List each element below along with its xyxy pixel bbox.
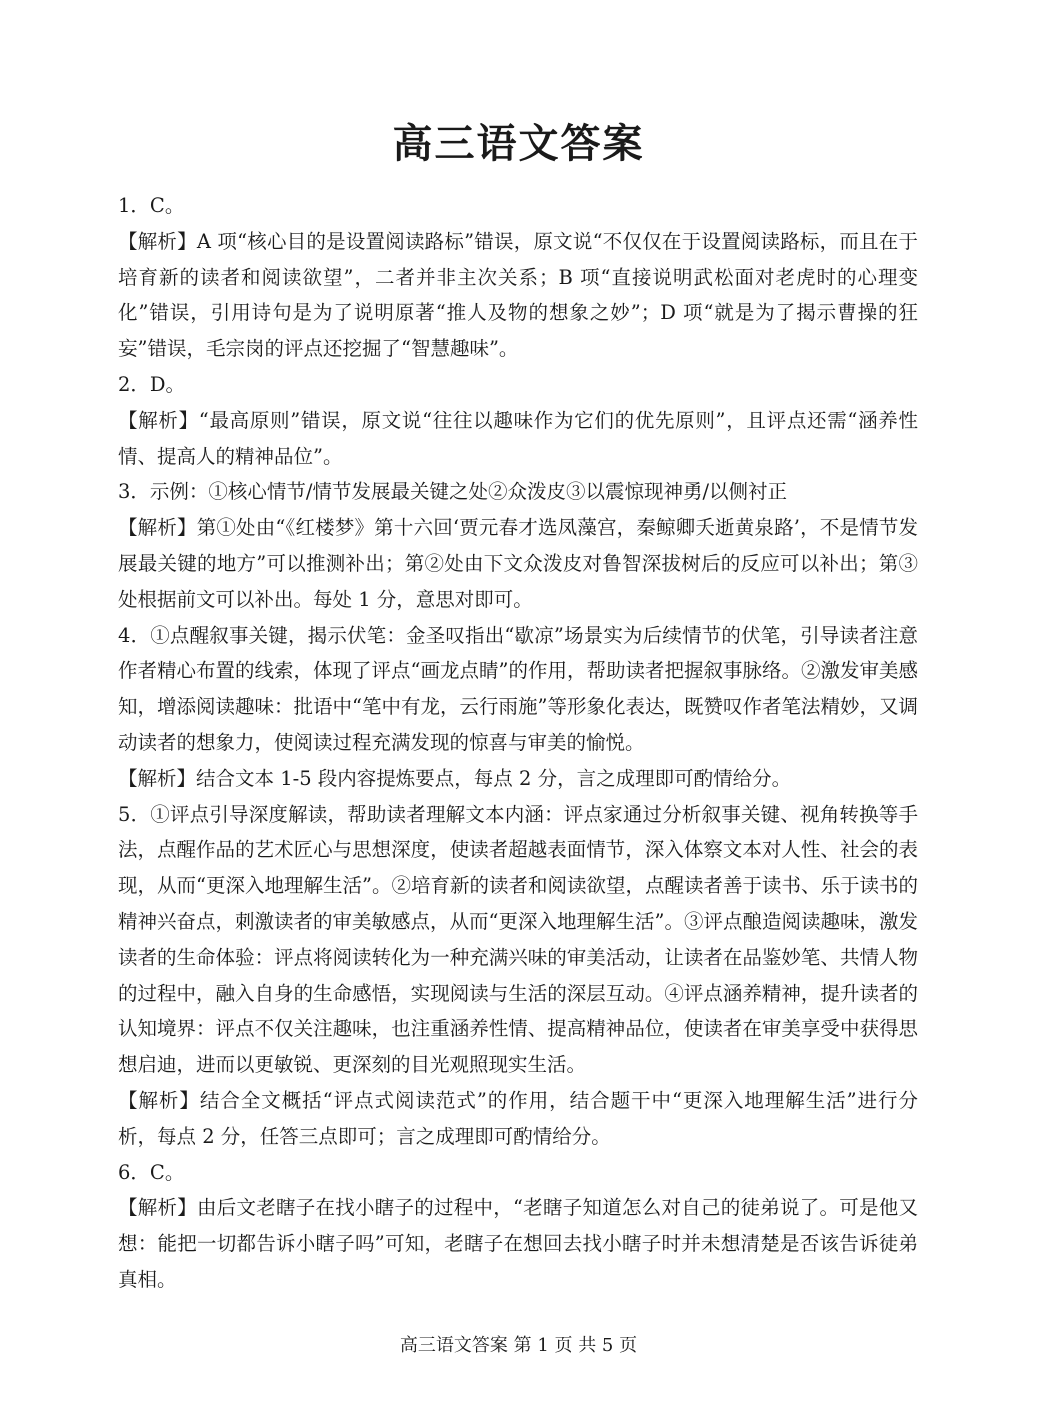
answer-5: 5．①评点引导深度解读，帮助读者理解文本内涵：评点家通过分析叙事关键、视角转换等手法，点醒作品的艺术匠心与思想深度，使读者超越表面情节，深入体察文本对人性、社会的表现，从而“更深入地理解生活”。②培育新的读者和阅读欲望，点醒读者善于读书、乐于读书的精神兴奋点，刺激读者的审美敏感点，从而“更深入地理解生活”。③评点酿造阅读趣味，激发读者的生命体验：评点将阅读转化为一种充满兴味的审美活动，让读者在品鉴妙笔、共情人物的过程中，融入自身的生命感悟，实现阅读与生活的深层互动。④评点涵养精神，提升读者的认知境界：评点不仅关注趣味，也注重涵养性情、提高精神品位，使读者在审美享受中获得思想启迪，进而以更敏锐、更深刻的目光观照现实生活。 (118, 802, 918, 1077)
answer-2: 2．D。 (118, 372, 186, 396)
answer-4: 4．①点醒叙事关键，揭示伏笔：金圣叹指出“歇凉”场景实为后续情节的伏笔，引导读者注意作者精心布置的线索，体现了评点“画龙点睛”的作用，帮助读者把握叙事脉络。②激发审美感知，增添阅读趣味：批语中“笔中有龙，云行雨施”等形象化表达，既赞叹作者笔法精妙，又调动读者的想象力，使阅读过程充满发现的惊喜与审美的愉悦。 (118, 623, 918, 754)
analysis-3: 【解析】第①处由“《红楼梦》第十六回‘贾元春才选凤藻宫，秦鲸卿夭逝黄泉路’，不是情节发展最关键的地方”可以推测补出；第②处由下文众泼皮对鲁智深拔树后的反应可以补出；第③处根据前文可以补出。每处 1 分，意思对即可。 (118, 516, 918, 611)
answer-6: 6．C。 (118, 1160, 185, 1184)
document-title: 高三语文答案 (392, 121, 645, 167)
answer-1: 1．C。 (118, 194, 185, 217)
answer-3: 3．示例：①核心情节/情节发展最关键之处②众泼皮③以震惊现神勇/以侧衬正 (118, 480, 788, 504)
analysis-6: 【解析】由后文老瞎子在找小瞎子的过程中，“老瞎子知道怎么对自己的徒弟说了。可是他又想：能把一切都告诉小瞎子吗”可知，老瞎子在想回去找小瞎子时并未想清楚是否该告诉徒弟真相。 (118, 1196, 918, 1291)
analysis-4: 【解析】结合文本 1-5 段内容提炼要点，每点 2 分，言之成理即可酌情给分。 (118, 766, 792, 790)
analysis-2: 【解析】“最高原则”错误，原文说“往往以趣味作为它们的优先原则”，且评点还需“涵养性情、提高人的精神品位”。 (118, 408, 918, 468)
page-footer: 高三语文答案 第 1 页 共 5 页 (399, 1335, 638, 1356)
answer-content (118, 188, 918, 1298)
analysis-5: 【解析】结合全文概括“评点式阅读范式”的作用，结合题干中“更深入地理解生活”进行分析，每点 2 分，任答三点即可；言之成理即可酌情给分。 (118, 1088, 918, 1148)
analysis-1: 【解析】A 项“核心目的是设置阅读路标”错误，原文说“不仅仅在于设置阅读路标，而且在于培育新的读者和阅读欲望”，二者并非主次关系；B 项“直接说明武松面对老虎时的心理变化”错误，引用诗句是为了说明原著“推人及物的想象之妙”；D 项“就是为了揭示曹操的狂妄”错误，毛宗岗的评点还挖掘了“智慧趣味”。 (118, 229, 918, 361)
